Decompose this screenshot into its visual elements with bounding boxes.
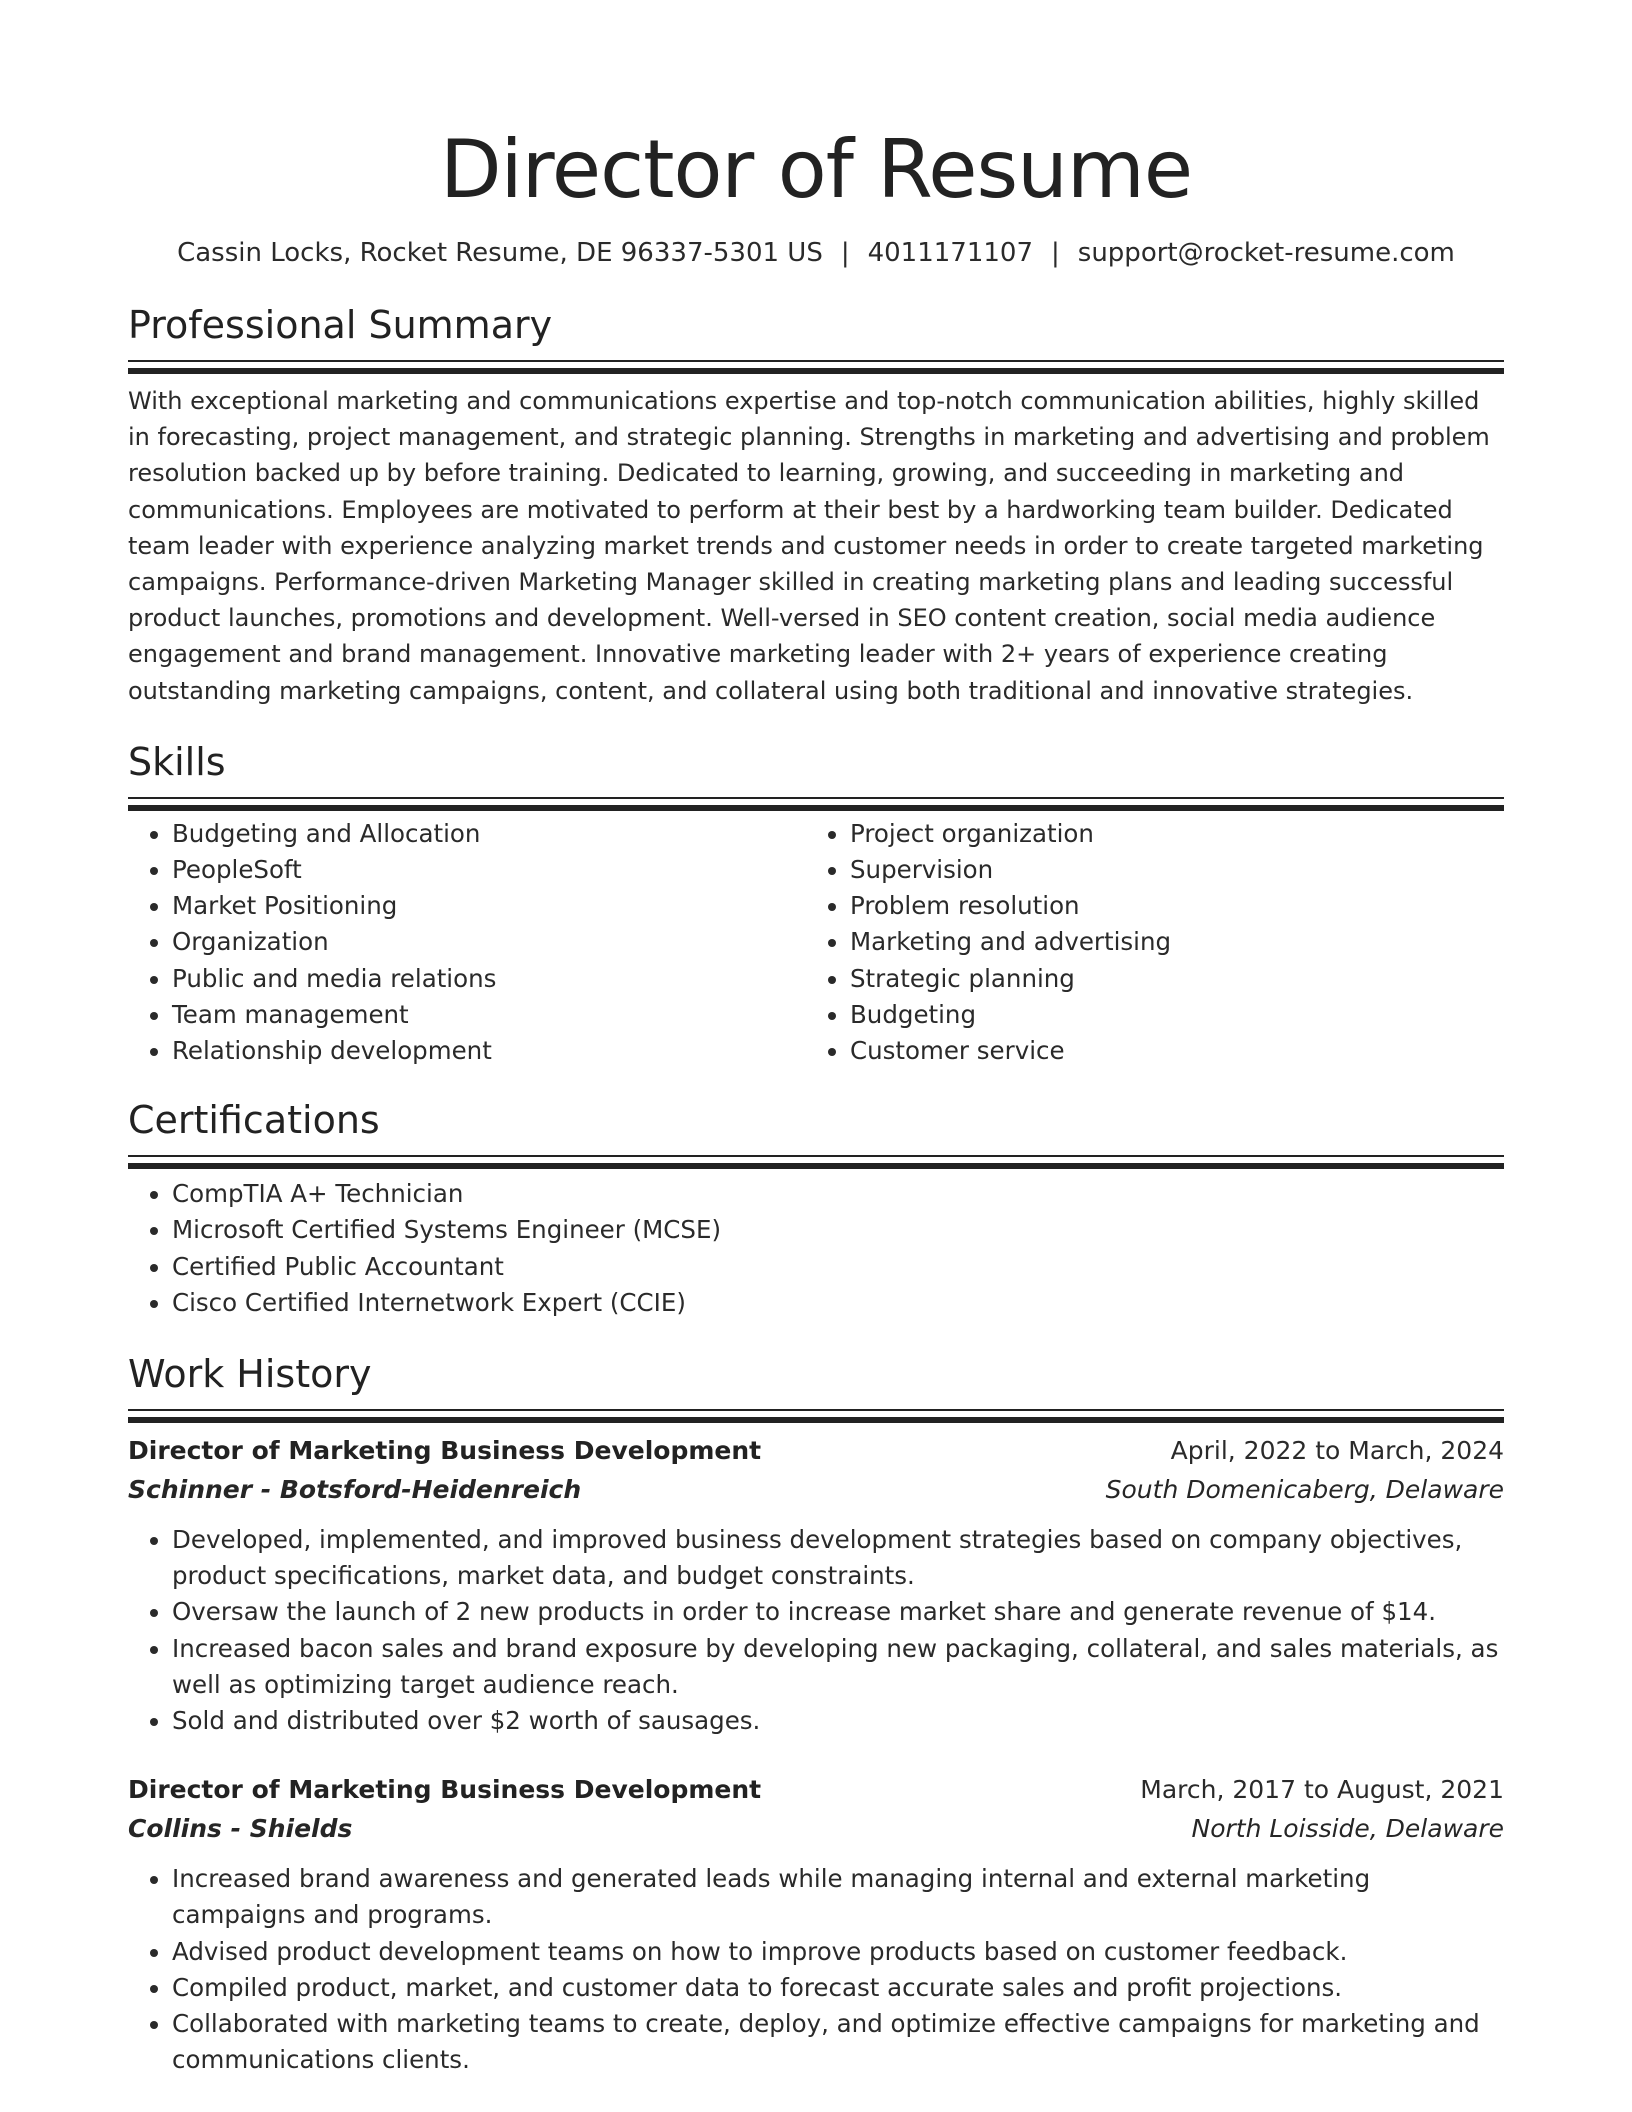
job-subheader xyxy=(128,1470,1504,1510)
skills-section xyxy=(128,739,1504,1069)
job-dates: March, 2017 to August, 2021 xyxy=(1140,1775,1504,1805)
resume-name: Director of Resume xyxy=(439,123,1193,216)
job-bullet: • Increased bacon sales and brand exposure by developing new packaging, collateral, and sales materials, as well as optimizing target audience reach. xyxy=(172,1631,1504,1703)
section-divider xyxy=(128,797,1504,804)
skill-item: • Problem resolution xyxy=(850,888,1484,924)
job-bullets xyxy=(128,1861,1504,2078)
skills-column-left xyxy=(128,816,806,1069)
skill-item: • Organization xyxy=(172,924,806,960)
skill-item: • Budgeting xyxy=(850,997,1484,1033)
job-location: North Loisside, Delaware xyxy=(1191,1814,1504,1844)
skills-title: Skills xyxy=(128,739,226,784)
section-divider xyxy=(128,360,1504,367)
job-company: Collins - Shields xyxy=(128,1814,353,1844)
job-header xyxy=(128,1432,1504,1470)
job-bullet: • Developed, implemented, and improved business development strategies based on company objectives, product specifications, market data, and budget constraints. xyxy=(172,1522,1504,1594)
certification-item: • CompTIA A+ Technician xyxy=(172,1176,1504,1212)
resume-page xyxy=(128,0,1504,2079)
contact-address: Cassin Locks, Rocket Resume, DE 96337-5301 US xyxy=(177,238,823,268)
skill-item: • Strategic planning xyxy=(850,961,1484,997)
contact-line xyxy=(128,236,1504,270)
job-bullet: • Increased brand awareness and generated leads while managing internal and external marketing campaigns and programs. xyxy=(172,1861,1504,1933)
contact-separator: | xyxy=(1051,238,1060,268)
job-title: Director of Marketing Business Development xyxy=(128,1436,762,1466)
job-subheader xyxy=(128,1809,1504,1849)
skill-item: • PeopleSoft xyxy=(172,852,806,888)
skill-item: • Project organization xyxy=(850,816,1484,852)
certification-item: • Cisco Certified Internetwork Expert (CCIE) xyxy=(172,1285,1504,1321)
skill-item: • Budgeting and Allocation xyxy=(172,816,806,852)
job-bullet: • Collaborated with marketing teams to create, deploy, and optimize effective campaigns for marketing and communications clients. xyxy=(172,2006,1504,2078)
section-divider xyxy=(128,1409,1504,1416)
section-divider xyxy=(128,1155,1504,1162)
job-title: Director of Marketing Business Development xyxy=(128,1775,762,1805)
contact-email: support@rocket-resume.com xyxy=(1077,238,1455,268)
skills-column-right xyxy=(806,816,1484,1069)
contact-phone: 4011171107 xyxy=(867,238,1034,268)
skill-item: • Relationship development xyxy=(172,1033,806,1069)
certifications-list xyxy=(128,1176,1504,1321)
skills-list-right xyxy=(806,816,1484,1069)
certification-item: • Microsoft Certified Systems Engineer (MCSE) xyxy=(172,1212,1504,1248)
work-history-title: Work History xyxy=(128,1352,372,1397)
job-bullet: • Compiled product, market, and customer data to forecast accurate sales and profit projections. xyxy=(172,1970,1504,2006)
skill-item: • Team management xyxy=(172,997,806,1033)
contact-separator: | xyxy=(840,238,850,268)
skill-item: • Customer service xyxy=(850,1033,1484,1069)
certification-item: • Certified Public Accountant xyxy=(172,1249,1504,1285)
skill-item: • Public and media relations xyxy=(172,961,806,997)
job-location: South Domenicaberg, Delaware xyxy=(1105,1475,1504,1505)
job-entry xyxy=(128,1771,1504,2078)
work-history-section xyxy=(128,1351,1504,2078)
job-dates: April, 2022 to March, 2024 xyxy=(1170,1436,1504,1466)
skill-item: • Supervision xyxy=(850,852,1484,888)
summary-section xyxy=(128,302,1504,709)
job-bullet: • Oversaw the launch of 2 new products in order to increase market share and generate revenue of $14. xyxy=(172,1594,1504,1630)
skill-item: • Marketing and advertising xyxy=(850,924,1484,960)
skills-columns xyxy=(128,816,1504,1069)
skill-item: • Market Positioning xyxy=(172,888,806,924)
certifications-title: Certifications xyxy=(128,1098,380,1143)
job-bullets xyxy=(128,1522,1504,1739)
summary-title: Professional Summary xyxy=(128,303,553,347)
job-bullet: • Sold and distributed over $2 worth of sausages. xyxy=(172,1703,1504,1739)
job-entry xyxy=(128,1432,1504,1739)
job-company: Schinner - Botsford-Heidenreich xyxy=(128,1475,582,1505)
certifications-section xyxy=(128,1097,1504,1321)
summary-text: With exceptional marketing and communications expertise and top-notch communication abilities, highly skilled in forecasting, project management, and strategic planning. Strengths in marketing and advertising and problem resolution backed up by before training. Dedicated to learning, growing, and succeeding in marketing and communications. Employees are motivated to perform at their best by a hardworking team builder. Dedicated team leader with experience analyzing market trends and customer needs in order to create targeted marketing campaigns. Performance-driven Marketing Manager skilled in creating marketing plans and leading successful product launches, promotions and development. Well-versed in SEO content creation, social media audience engagement and brand management. Innovative marketing leader with 2+ years of experience creating outstanding marketing campaigns, content, and collateral using both traditional and innovative strategies. xyxy=(128,387,1490,705)
job-bullet: • Advised product development teams on how to improve products based on customer feedback. xyxy=(172,1934,1504,1970)
job-header xyxy=(128,1771,1504,1809)
skills-list-left xyxy=(128,816,806,1069)
